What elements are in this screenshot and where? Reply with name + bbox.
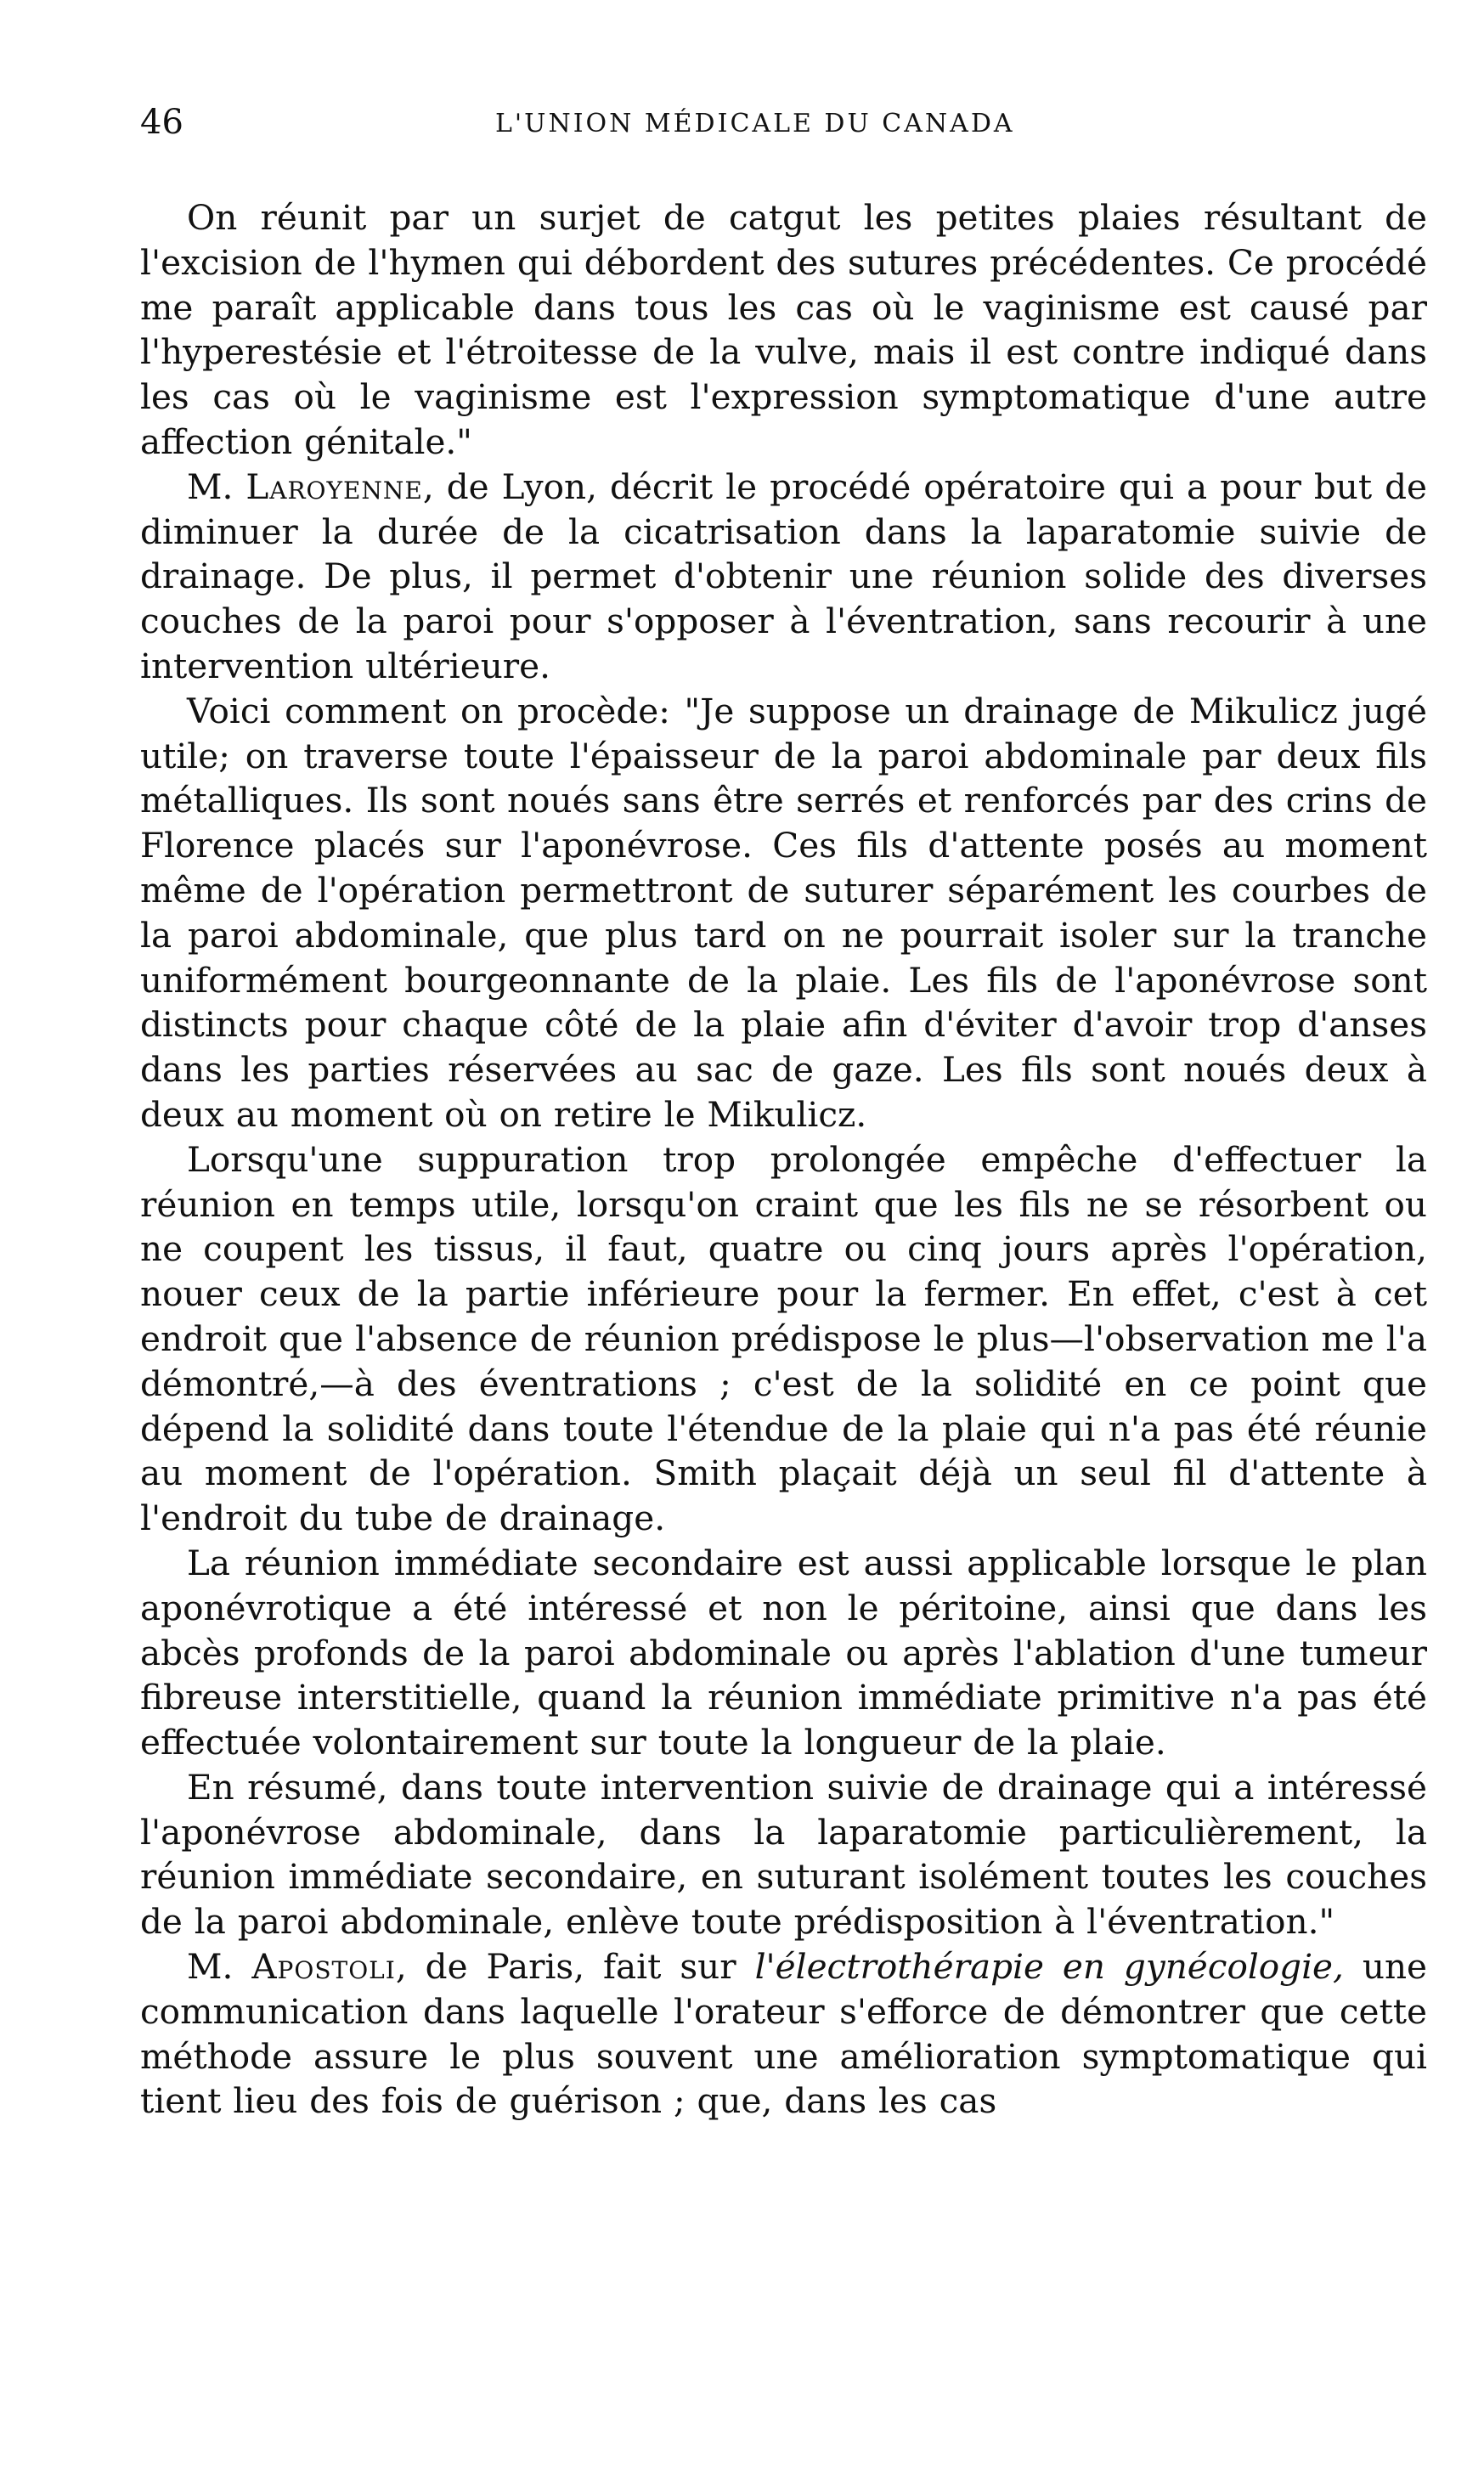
paragraph-5-text: La réunion immédiate secondaire est aussi applicable lorsque le plan aponévrotique a été intéressé et non le péritoine, ainsi que dans les abcès profonds de la paroi abdominale ou après l'ablation d'une tumeur fibreuse interstitielle, quand la réunion immédiate primitive n'a pas été effectuée volontairement sur toute la longueur de la plaie.: [140, 1542, 1427, 1763]
paragraph-7-prefix: M.: [187, 1946, 252, 1988]
page-number: 46: [140, 103, 183, 142]
paragraph-4: [140, 1137, 1427, 1541]
journal-title: L'UNION MÉDICALE DU CANADA: [495, 109, 1015, 138]
paragraph-3: [140, 689, 1427, 1137]
paragraph-2: [140, 465, 1427, 689]
author-name-apostoli: Apostoli: [251, 1946, 396, 1988]
paragraph-3-text: Voici comment on procède: "Je suppose un drainage de Mikulicz jugé utile; on traverse toute l'épaisseur de la paroi abdominale par deux fils métalliques. Ils sont noués sans être serrés et renforcés par des crins de Florence placés sur l'aponévrose. Ces fils d'attente posés au moment même de l'opération permettront de suturer séparément les courbes de la paroi abdominale, que plus tard on ne pourrait isoler sur la tranche uniformément bourgeonnante de la plaie. Les fils de l'aponévrose sont distincts pour chaque côté de la plaie afin d'éviter d'avoir trop d'anses dans les parties réservées au sac de gaze. Les fils sont noués deux à deux au moment où on retire le Mikulicz.: [140, 690, 1427, 1135]
paragraph-4-text: Lorsqu'une suppuration trop prolongée empêche d'effectuer la réunion en temps utile, lorsqu'on craint que les fils ne se résorbent ou ne coupent les tissus, il faut, quatre ou cinq jours après l'opération, nouer ceux de la partie inférieure pour la fermer. En effet, c'est à cet endroit que l'absence de réunion prédispose le plus—l'observation me l'a démontré,—à des éventrations ; c'est de la solidité en ce point que dépend la solidité dans toute l'étendue de la plaie qui n'a pas été réunie au moment de l'opération. Smith plaçait déjà un seul fil d'attente à l'endroit du tube de drainage.: [140, 1138, 1427, 1539]
paragraph-7-text-a: , de Paris, fait sur: [395, 1946, 755, 1988]
paragraph-2-prefix: M.: [187, 465, 246, 507]
paragraph-1: [140, 195, 1427, 465]
paragraph-2-text: , de Lyon, décrit le procédé opératoire qui a pour but de diminuer la durée de la cicatrisation dans la laparatomie suivie de drainage. De plus, il permet d'obtenir une réunion solide des diverses couches de la paroi pour s'opposer à l'éventration, sans recourir à une intervention ultérieure.: [140, 465, 1428, 686]
paragraph-5: [140, 1541, 1427, 1765]
paragraph-6: [140, 1765, 1427, 1944]
paragraph-7-text-b: une communication dans laquelle l'orateur s'efforce de démontrer que cette méthode assure le plus souvent une amélioration symptomatique qui tient lieu des fois de guérison ; que, dans les cas: [140, 1946, 1428, 2122]
paragraph-6-text: En résumé, dans toute intervention suivie de drainage qui a intéressé l'aponévrose abdominale, dans la laparatomie particulièrement, la réunion immédiate secondaire, en suturant isolément toutes les couches de la paroi abdominale, enlève toute prédisposition à l'éventration.": [140, 1766, 1427, 1943]
paragraph-7: [140, 1944, 1427, 2124]
paragraph-7-italic-title: l'électrothérapie en gynécologie,: [754, 1946, 1344, 1988]
running-head: [140, 100, 1427, 151]
document-page: [140, 100, 1427, 2124]
paragraph-1-text: On réunit par un surjet de catgut les petites plaies résultant de l'excision de l'hymen qui débordent des sutures précédentes. Ce procédé me paraît applicable dans tous les cas où le vaginisme est causé par l'hyperestésie et l'étroitesse de la vulve, mais il est contre indiqué dans les cas où le vaginisme est l'expression symptomatique d'une autre affection génitale.": [140, 197, 1427, 462]
author-name-laroyenne: Laroyenne: [245, 465, 423, 507]
body-text: [140, 195, 1427, 2124]
